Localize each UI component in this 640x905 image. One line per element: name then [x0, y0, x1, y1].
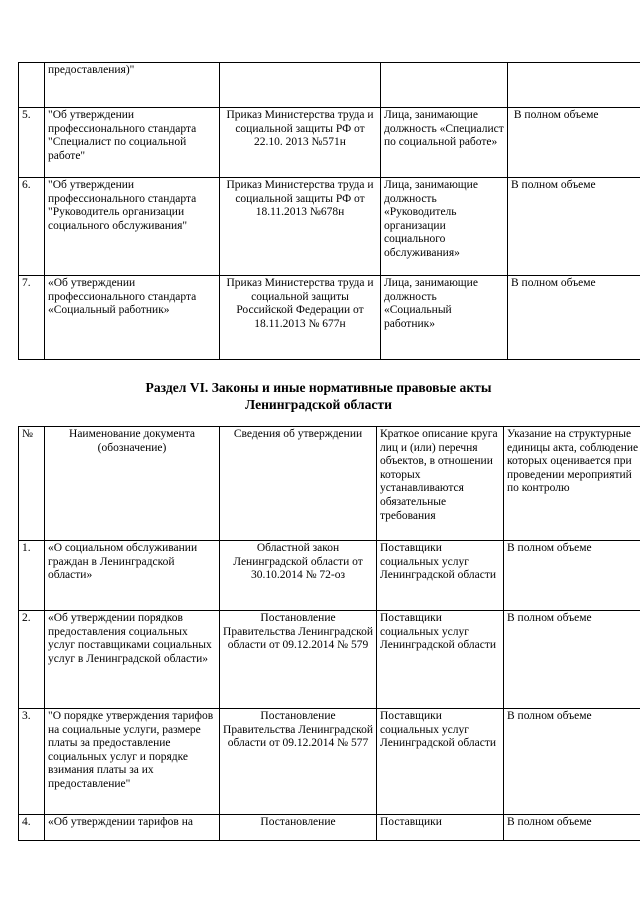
row-number: 6.	[19, 178, 45, 276]
scope-indication	[508, 63, 640, 108]
document-name: "Об утверждении профессионального стандарта "Руководитель организации социального обслуживания"	[45, 178, 220, 276]
table-row	[19, 611, 640, 709]
document-name: «Об утверждении тарифов на	[45, 815, 220, 841]
persons-description: Поставщики	[377, 815, 504, 841]
document-name: предоставления)"	[45, 63, 220, 108]
table-row	[19, 541, 640, 611]
persons-description: Лица, занимающие должность «Руководитель организации социального обслуживания»	[381, 178, 508, 276]
document-name: "Об утверждении профессионального стандарта "Специалист по социальной работе"	[45, 108, 220, 178]
persons-description: Лица, занимающие должность «Специалист по социальной работе»	[381, 108, 508, 178]
approval-info: Приказ Министерства труда и социальной защиты Российской Федерации от 18.11.2013 № 677н	[220, 276, 381, 360]
persons-description: Поставщики социальных услуг Ленинградской области	[377, 541, 504, 611]
row-number: 2.	[19, 611, 45, 709]
section-title-line1: Раздел VI. Законы и иные нормативные правовые акты	[145, 380, 492, 395]
persons-description	[381, 63, 508, 108]
approval-info	[220, 63, 381, 108]
scope-indication: В полном объеме	[504, 541, 640, 611]
table-row	[19, 63, 640, 108]
persons-description: Лица, занимающие должность «Социальный работник»	[381, 276, 508, 360]
table-row	[19, 709, 640, 815]
section-title	[18, 379, 619, 413]
header-document-name: Наименование документа (обозначение)	[45, 427, 220, 541]
approval-info: Постановление	[220, 815, 377, 841]
persons-description: Поставщики социальных услуг Ленинградской области	[377, 611, 504, 709]
approval-info: Приказ Министерства труда и социальной защиты РФ от 22.10. 2013 №571н	[220, 108, 381, 178]
header-number: №	[19, 427, 45, 541]
section-title-line2: Ленинградской области	[245, 397, 392, 412]
table-row	[19, 108, 640, 178]
row-number: 4.	[19, 815, 45, 841]
table-row	[19, 815, 640, 841]
row-number: 1.	[19, 541, 45, 611]
scope-indication: В полном объеме	[508, 178, 640, 276]
approval-info: Областной закон Ленинградской области от 30.10.2014 № 72-оз	[220, 541, 377, 611]
continued-table	[18, 62, 640, 360]
persons-description: Поставщики социальных услуг Ленинградской области	[377, 709, 504, 815]
row-number: 5.	[19, 108, 45, 178]
approval-info: Постановление Правительства Ленинградской области от 09.12.2014 № 579	[220, 611, 377, 709]
approval-info: Приказ Министерства труда и социальной защиты РФ от 18.11.2013 №678н	[220, 178, 381, 276]
row-number	[19, 63, 45, 108]
header-scope: Указание на структурные единицы акта, соблюдение которых оценивается при проведении мероприятий по контролю	[504, 427, 640, 541]
scope-indication: В полном объеме	[504, 709, 640, 815]
approval-info: Постановление Правительства Ленинградской области от 09.12.2014 № 577	[220, 709, 377, 815]
document-name: «Об утверждении порядков предоставления социальных услуг поставщиками социальных услуг в Ленинградской области»	[45, 611, 220, 709]
row-number: 7.	[19, 276, 45, 360]
document-name: «Об утверждении профессионального стандарта «Социальный работник»	[45, 276, 220, 360]
scope-indication: В полном объеме	[508, 276, 640, 360]
table-header-row	[19, 427, 640, 541]
table-row	[19, 276, 640, 360]
header-persons: Краткое описание круга лиц и (или) перечня объектов, в отношении которых устанавливаются обязательные требования	[377, 427, 504, 541]
scope-indication: В полном объеме	[504, 611, 640, 709]
document-name: «О социальном обслуживании граждан в Ленинградской области»	[45, 541, 220, 611]
document-name: "О порядке утверждения тарифов на социальные услуги, размере платы за предоставление социальных услуг и порядке взимания платы за их предоставление"	[45, 709, 220, 815]
scope-indication: В полном объеме	[504, 815, 640, 841]
row-number: 3.	[19, 709, 45, 815]
table-row	[19, 178, 640, 276]
scope-indication: В полном объеме	[508, 108, 640, 178]
header-approval: Сведения об утверждении	[220, 427, 377, 541]
regional-acts-table	[18, 426, 640, 841]
